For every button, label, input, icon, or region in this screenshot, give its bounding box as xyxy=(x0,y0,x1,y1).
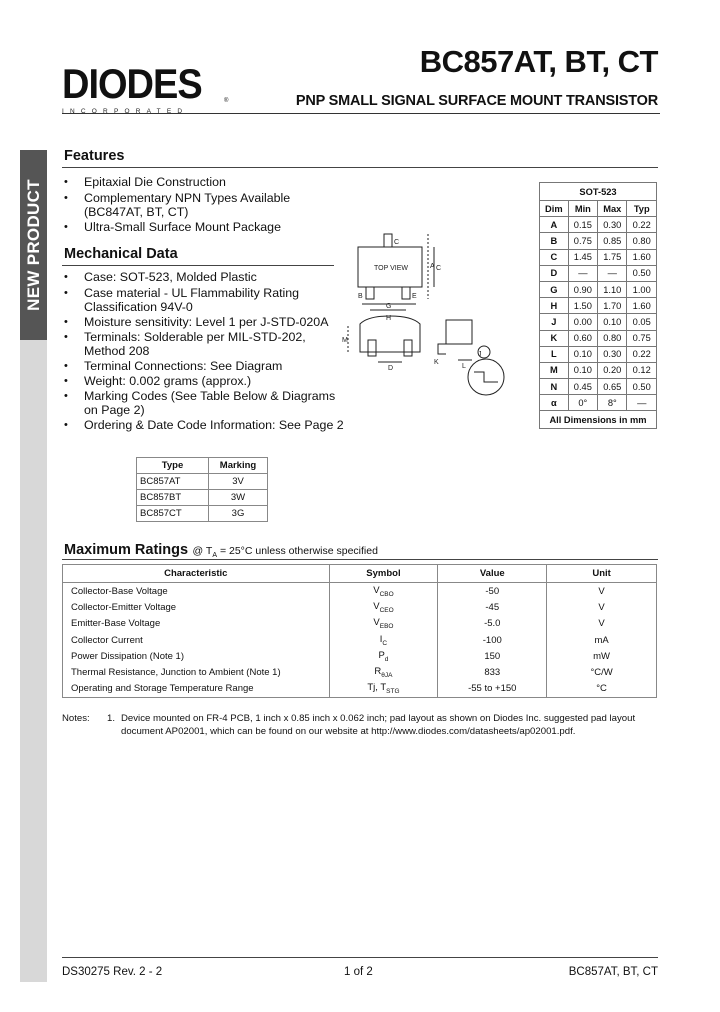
top-view-label: TOP VIEW xyxy=(374,265,408,272)
features-heading: Features xyxy=(64,148,125,164)
table-row xyxy=(540,395,657,411)
value-cell: 0.12 xyxy=(627,362,657,378)
max-ratings-rule xyxy=(62,559,658,560)
package-outline-drawing xyxy=(338,222,538,422)
dim-label-a: A xyxy=(430,263,435,270)
table-row xyxy=(540,362,657,378)
list-item: • Terminal Connections: See Diagram xyxy=(62,359,352,373)
dim-label-j: J xyxy=(478,351,482,358)
characteristic-cell: Operating and Storage Temperature Range xyxy=(63,681,330,698)
characteristic-cell: Collector Current xyxy=(63,632,330,648)
dim-cell: C xyxy=(540,249,569,265)
list-item: • Moisture sensitivity: Level 1 per J-STD-020A xyxy=(62,315,352,329)
value-cell: -45 xyxy=(438,599,547,615)
dim-cell: G xyxy=(540,281,569,297)
table-row xyxy=(63,681,657,698)
max-ratings-title xyxy=(64,541,378,559)
dim-label-l: L xyxy=(462,363,466,370)
logo-registered-mark: ® xyxy=(224,98,229,104)
value-cell: 1.70 xyxy=(598,298,627,314)
dim-cell: N xyxy=(540,379,569,395)
list-item: • Weight: 0.002 grams (approx.) xyxy=(62,374,352,388)
col-header: Type xyxy=(137,458,209,474)
max-ratings-table xyxy=(62,564,657,698)
value-cell: 0.05 xyxy=(627,314,657,330)
value-cell: 0° xyxy=(568,395,597,411)
value-cell: 1.50 xyxy=(568,298,597,314)
value-cell: — xyxy=(627,395,657,411)
notes-number: 1. xyxy=(107,713,116,724)
note-line-2: document AP02001, which can be found on our website at http://www.diodes.com/datasheets/ap02001.pdf. xyxy=(121,726,576,737)
value-cell: 0.22 xyxy=(627,217,657,233)
table-header-row xyxy=(63,565,657,583)
symbol-cell: Tj, $T_{STG}$ xyxy=(329,681,438,698)
dimensions-table xyxy=(539,182,657,429)
value-cell: 0.75 xyxy=(627,330,657,346)
list-item: • Ultra-Small Surface Mount Package xyxy=(62,220,342,234)
table-header-row xyxy=(540,201,657,217)
unit-cell: V xyxy=(547,599,657,615)
notes-label: Notes: xyxy=(62,713,90,724)
table-row xyxy=(540,281,657,297)
max-ratings-heading: Maximum Ratings xyxy=(64,542,189,558)
dim-cell: A xyxy=(540,217,569,233)
list-item: • Ordering & Date Code Information: See Page 2 xyxy=(62,418,352,432)
dim-label-d: D xyxy=(388,365,394,372)
value-cell: 0.10 xyxy=(568,362,597,378)
mechanical-rule xyxy=(62,265,334,266)
value-cell: 0.60 xyxy=(568,330,597,346)
dim-label-h: H xyxy=(386,315,392,322)
value-cell: 0.75 xyxy=(568,233,597,249)
diodes-logo xyxy=(62,61,232,116)
table-row xyxy=(63,583,657,600)
value-cell: -50 xyxy=(438,583,547,600)
table-row: BC857AT 3V xyxy=(137,474,268,490)
note-line-1: Device mounted on FR-4 PCB, 1 inch x 0.85 inch x 0.062 inch; pad layout as shown on Diodes Inc. suggested pad layout xyxy=(121,713,636,724)
table-row: BC857BT 3W xyxy=(137,490,268,506)
unit-cell: °C/W xyxy=(547,664,657,680)
value-cell: 0.15 xyxy=(568,217,597,233)
marking-table xyxy=(136,457,268,522)
table-row xyxy=(540,298,657,314)
symbol-cell: $I_C$ xyxy=(329,632,438,648)
col-header: Characteristic xyxy=(63,565,330,583)
col-header: Typ xyxy=(627,201,657,217)
value-cell: 0.85 xyxy=(598,233,627,249)
table-row xyxy=(540,233,657,249)
value-cell: 0.30 xyxy=(598,217,627,233)
table-row: BC857CT 3G xyxy=(137,506,268,522)
dim-label-e: E xyxy=(412,293,417,300)
value-cell: 8° xyxy=(598,395,627,411)
unit-cell: V xyxy=(547,616,657,632)
unit-cell: V xyxy=(547,583,657,600)
dim-label-c2: C xyxy=(436,265,442,272)
value-cell: 0.45 xyxy=(568,379,597,395)
col-header: Value xyxy=(438,565,547,583)
dim-cell: L xyxy=(540,346,569,362)
value-cell: 0.10 xyxy=(568,346,597,362)
table-row xyxy=(63,648,657,664)
new-product-banner xyxy=(20,150,47,340)
dim-cell: B xyxy=(540,233,569,249)
value-cell: 1.45 xyxy=(568,249,597,265)
list-item: • Complementary NPN Types Available (BC847AT, BT, CT) xyxy=(62,191,342,219)
value-cell: 1.60 xyxy=(627,298,657,314)
logo-subtitle: INCORPORATED xyxy=(62,108,189,115)
table-row xyxy=(63,599,657,615)
list-item: • Case: SOT-523, Molded Plastic xyxy=(62,270,352,284)
table-row xyxy=(540,265,657,281)
features-list xyxy=(62,175,342,234)
unit-cell: mA xyxy=(547,632,657,648)
table-row xyxy=(63,664,657,680)
characteristic-cell: Collector-Emitter Voltage xyxy=(63,599,330,615)
symbol-cell: $V_{CBO}$ xyxy=(329,583,438,600)
value-cell: -55 to +150 xyxy=(438,681,547,698)
dim-label-g: G xyxy=(386,303,392,310)
characteristic-cell: Emitter-Base Voltage xyxy=(63,616,330,632)
list-item: • Case material - UL Flammability Rating Classification 94V-0 xyxy=(62,286,352,314)
value-cell: 1.75 xyxy=(598,249,627,265)
col-header: Min xyxy=(568,201,597,217)
symbol-cell: $V_{CEO}$ xyxy=(329,599,438,615)
value-cell: 0.22 xyxy=(627,346,657,362)
dim-cell: α xyxy=(540,395,569,411)
value-cell: -5.0 xyxy=(438,616,547,632)
logo-wordmark: DIODES xyxy=(62,61,202,108)
dim-label-m: M xyxy=(342,337,348,344)
characteristic-cell: Power Dissipation (Note 1) xyxy=(63,648,330,664)
table-row xyxy=(540,249,657,265)
mechanical-heading: Mechanical Data xyxy=(64,246,178,262)
symbol-cell: $V_{EBO}$ xyxy=(329,616,438,632)
dim-cell: D xyxy=(540,265,569,281)
dim-cell: K xyxy=(540,330,569,346)
part-title: BC857AT, BT, CT xyxy=(419,44,658,79)
value-cell: -100 xyxy=(438,632,547,648)
header-divider xyxy=(62,113,660,114)
list-item: • Terminals: Solderable per MIL-STD-202, Method 208 xyxy=(62,330,352,358)
value-cell: 1.60 xyxy=(627,249,657,265)
part-subtitle: PNP SMALL SIGNAL SURFACE MOUNT TRANSISTOR xyxy=(295,93,658,109)
list-item: • Epitaxial Die Construction xyxy=(62,175,342,189)
mechanical-list xyxy=(62,270,352,432)
table-header-row xyxy=(137,458,268,474)
col-header: Unit xyxy=(547,565,657,583)
table-row xyxy=(540,217,657,233)
value-cell: 0.10 xyxy=(598,314,627,330)
dimensions-caption: SOT-523 xyxy=(540,183,657,201)
table-row xyxy=(540,314,657,330)
new-product-label: NEW PRODUCT xyxy=(23,179,43,311)
value-cell: 0.00 xyxy=(568,314,597,330)
dim-label-b: B xyxy=(358,293,363,300)
dim-cell: J xyxy=(540,314,569,330)
col-header: Marking xyxy=(209,458,268,474)
value-cell: 0.30 xyxy=(598,346,627,362)
table-row xyxy=(540,379,657,395)
footer-page: 1 of 2 xyxy=(344,966,373,978)
characteristic-cell: Thermal Resistance, Junction to Ambient (Note 1) xyxy=(63,664,330,680)
characteristic-cell: Collector-Base Voltage xyxy=(63,583,330,600)
table-row xyxy=(540,346,657,362)
value-cell: 0.50 xyxy=(627,379,657,395)
symbol-cell: $R_{\theta JA}$ xyxy=(329,664,438,680)
value-cell: — xyxy=(568,265,597,281)
value-cell: — xyxy=(598,265,627,281)
value-cell: 150 xyxy=(438,648,547,664)
value-cell: 0.90 xyxy=(568,281,597,297)
max-ratings-condition: @ $T_A = 25^\circ C$ unless otherwise specified xyxy=(192,545,378,560)
dim-label-c: C xyxy=(394,239,400,246)
table-row xyxy=(63,632,657,648)
col-header: Dim xyxy=(540,201,569,217)
features-rule xyxy=(62,167,658,168)
value-cell: 0.80 xyxy=(598,330,627,346)
col-header: Symbol xyxy=(329,565,438,583)
value-cell: 0.20 xyxy=(598,362,627,378)
value-cell: 833 xyxy=(438,664,547,680)
value-cell: 1.10 xyxy=(598,281,627,297)
value-cell: 0.50 xyxy=(627,265,657,281)
symbol-cell: $P_d$ xyxy=(329,648,438,664)
unit-cell: °C xyxy=(547,681,657,698)
list-item: • Marking Codes (See Table Below & Diagrams on Page 2) xyxy=(62,389,352,417)
value-cell: 0.65 xyxy=(598,379,627,395)
footer-rule xyxy=(62,957,658,958)
value-cell: 0.80 xyxy=(627,233,657,249)
footer-part: BC857AT, BT, CT xyxy=(568,966,658,978)
table-row xyxy=(540,330,657,346)
dim-label-k: K xyxy=(434,359,439,366)
dimensions-footer: All Dimensions in mm xyxy=(540,411,657,429)
dim-cell: H xyxy=(540,298,569,314)
value-cell: 1.00 xyxy=(627,281,657,297)
unit-cell: mW xyxy=(547,648,657,664)
footer-doc-number: DS30275 Rev. 2 - 2 xyxy=(62,966,163,978)
col-header: Max xyxy=(598,201,627,217)
table-row xyxy=(63,616,657,632)
dim-cell: M xyxy=(540,362,569,378)
